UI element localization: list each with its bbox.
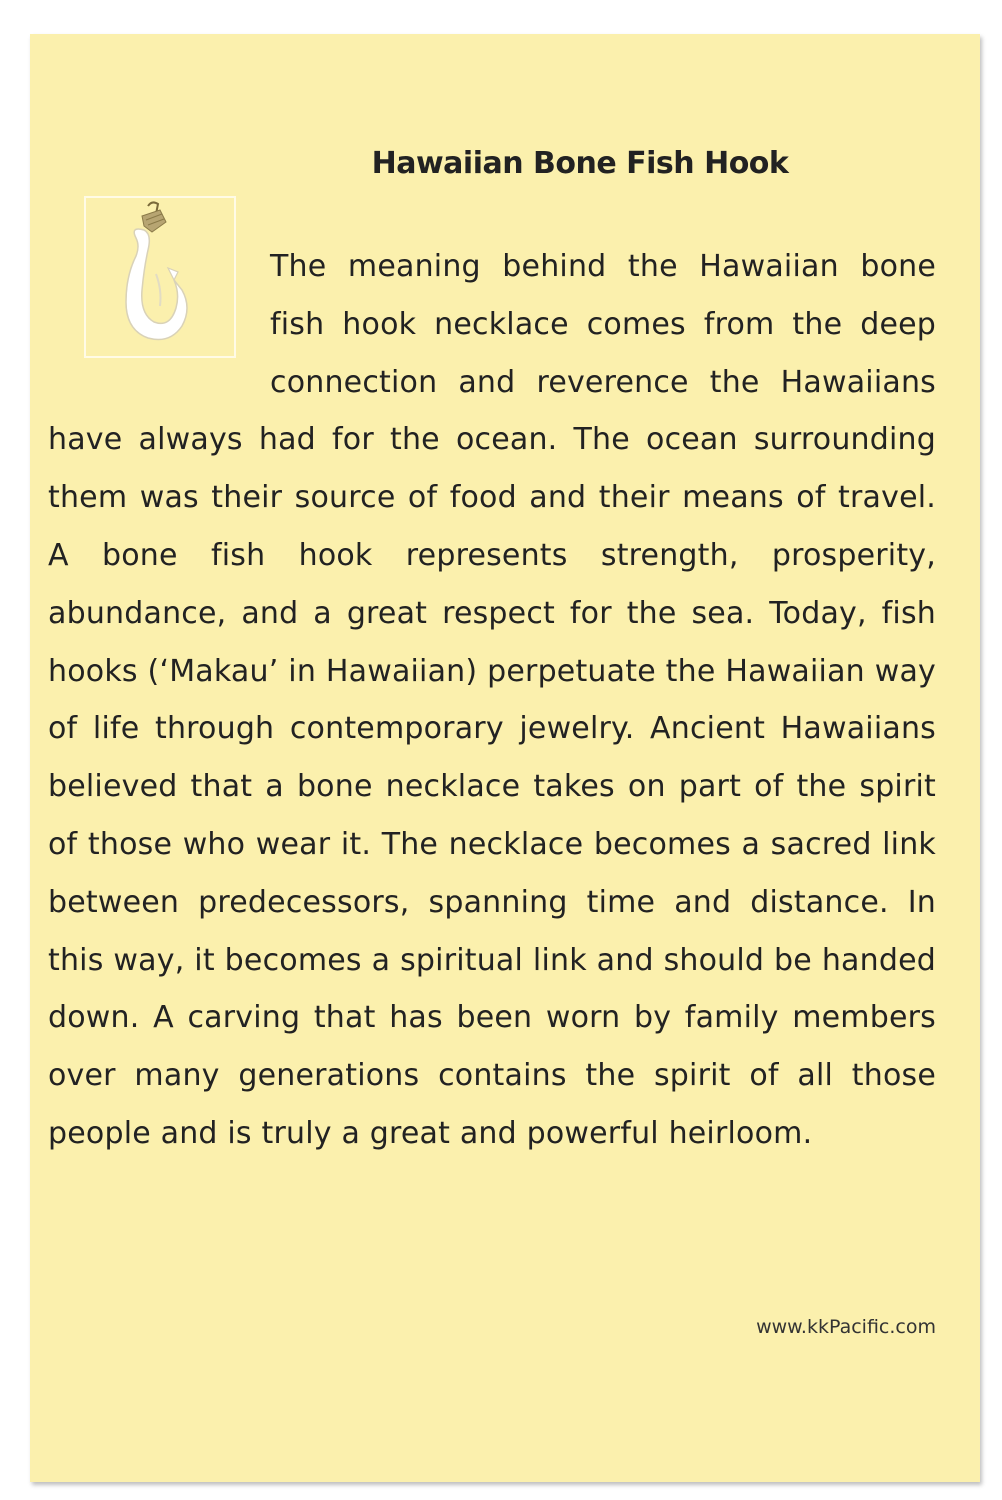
description-text — [48, 238, 936, 1163]
website-link[interactable]: www.kkPacific.com — [756, 1316, 936, 1338]
card-title: Hawaiian Bone Fish Hook — [371, 146, 789, 181]
description-content: The meaning behind the Hawaiian bone fish hook necklace comes from the deep connection and reverence the Hawaiians have always had for the ocean. The ocean surrounding them was their source of food and their means of travel. A bone fish hook represents strength, prosperity, abundance, and a great respect for the sea. Today, fish hooks (‘Makau’ in Hawaiian) perpetuate the Hawaiian way of life through contemporary jewelry. Ancient Hawaiians believed that a bone necklace takes on part of the spirit of those who wear it. The necklace becomes a sacred link between predecessors, spanning time and distance. In this way, it becomes a spiritual link and should be handed down. A carving that has been worn by family members over many generations contains the spirit of all those people and is truly a great and powerful heirloom. — [48, 249, 936, 1151]
info-card — [30, 34, 980, 1482]
image-spacer — [48, 238, 270, 410]
